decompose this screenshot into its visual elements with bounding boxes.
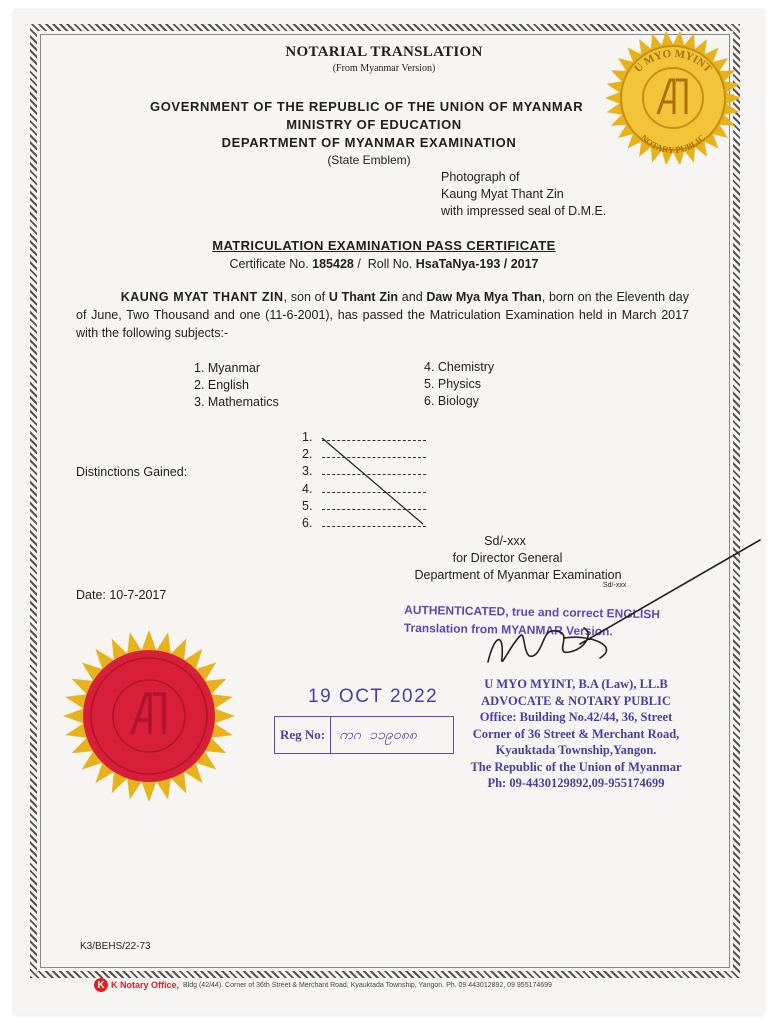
government-heading: GOVERNMENT OF THE REPUBLIC OF THE UNION OF MYANMAR — [150, 99, 584, 114]
document-subtitle: (From Myanmar Version) — [332, 63, 436, 74]
registration-number: ကဂ ၁၁၉၀၈၈ — [339, 726, 417, 743]
subject-item: 4. Chemistry — [424, 360, 495, 374]
seal-text-bottom: NOTARY PUBLIC — [638, 132, 708, 156]
department-heading: DEPARTMENT OF MYANMAR EXAMINATION — [221, 135, 517, 150]
authentication-line1: AUTHENTICATED, true and correct ENGLISH — [404, 602, 661, 622]
subject-item: 5. Physics — [424, 377, 481, 391]
notary-country: The Republic of the Union of Myanmar — [470, 759, 682, 774]
registration-stamp — [274, 716, 454, 754]
distinctions-label: Distinctions Gained: — [76, 465, 188, 479]
stamp-date: 19 OCT 2022 — [308, 686, 439, 707]
office-name: K Notary Office, — [111, 980, 180, 990]
photo-note-line3: with impressed seal of D.M.E. — [441, 204, 607, 218]
distinction-number: 1. — [302, 430, 313, 444]
notary-phone: Ph: 09-4430129892,09-955174699 — [487, 776, 665, 790]
distinction-number: 2. — [302, 447, 313, 461]
distinction-number: 4. — [302, 482, 313, 496]
signatory-sd: Sd/-xxx — [484, 534, 526, 548]
certificate-title: MATRICULATION EXAMINATION PASS CERTIFICATE — [212, 238, 556, 253]
certificate-number-label: Certificate No. — [229, 257, 309, 271]
signatory-department: Department of Myanmar Examination — [414, 568, 622, 582]
certificate-number: 185428 — [312, 257, 354, 271]
office-footer — [94, 978, 552, 992]
distinction-number: 6. — [302, 516, 313, 530]
photo-note-line1: Photograph of — [441, 170, 520, 184]
subject-item: 2. English — [194, 378, 249, 392]
notary-stamp — [458, 676, 694, 792]
gold-notary-seal — [600, 32, 746, 164]
son-of-text: , son of — [283, 290, 326, 304]
ministry-heading: MINISTRY OF EDUCATION — [286, 117, 462, 132]
father-name: U Thant Zin — [328, 290, 399, 304]
mother-name: Daw Mya Mya Than — [426, 290, 542, 304]
seal-text-top: U MYO MYINT — [632, 47, 714, 76]
distinctions-strike-line — [320, 436, 430, 528]
notary-signature — [480, 536, 768, 676]
roll-number-label: Roll No. — [367, 257, 413, 271]
authentication-line2: Translation from MYANMAR Version. — [403, 620, 613, 639]
registration-label: Reg No: — [275, 717, 331, 753]
distinction-number: 3. — [302, 464, 313, 478]
notary-name: U MYO MYINT, B.A (Law), LL.B — [484, 677, 668, 691]
signatory-for: for Director General — [452, 551, 563, 565]
subject-item: 1. Myanmar — [194, 361, 260, 375]
certificate-statement — [76, 288, 689, 342]
notary-office-line2: Corner of 36 Street & Merchant Road, — [472, 726, 680, 741]
and-text: and — [401, 290, 423, 304]
subject-item: 6. Biology — [424, 394, 479, 408]
certificate-number-line: Certificate No. 185428 / Roll No. HsaTaNya-193 / 2017 — [229, 257, 539, 271]
photo-note-line2: Kaung Myat Thant Zin — [441, 187, 564, 201]
notary-title: ADVOCATE & NOTARY PUBLIC — [481, 693, 671, 708]
notary-office-line3: Kyauktada Township,Yangon. — [495, 743, 657, 757]
roll-number: HsaTaNya-193 / 2017 — [415, 257, 539, 271]
document-title: NOTARIAL TRANSLATION — [285, 44, 483, 60]
subject-item: 3. Mathematics — [194, 395, 279, 409]
k-logo-icon: K — [94, 978, 108, 992]
born-text: , born on the Eleventh day of June, Two Thousand and one (11-6-2001), has passed the Matriculation Examination held in March 2017 with the following subjects:- — [76, 290, 689, 340]
signatory-sd-small: Sd/-xxx — [603, 582, 627, 589]
state-emblem-note: (State Emblem) — [327, 153, 411, 167]
office-address: Bldg (42/44). Corner of 36th Street & Merchant Road, Kyauktada Township, Yangon. Ph. 09 443012892, 09 955174699 — [183, 981, 552, 989]
red-wax-seal — [60, 630, 238, 802]
distinction-number: 5. — [302, 499, 313, 513]
notary-office-line1: Office: Building No.42/44, 36, Street — [479, 710, 673, 724]
issue-date: Date: 10-7-2017 — [76, 588, 167, 602]
candidate-name: KAUNG MYAT THANT ZIN — [120, 290, 284, 304]
document-code: K3/BEHS/22-73 — [80, 941, 151, 952]
